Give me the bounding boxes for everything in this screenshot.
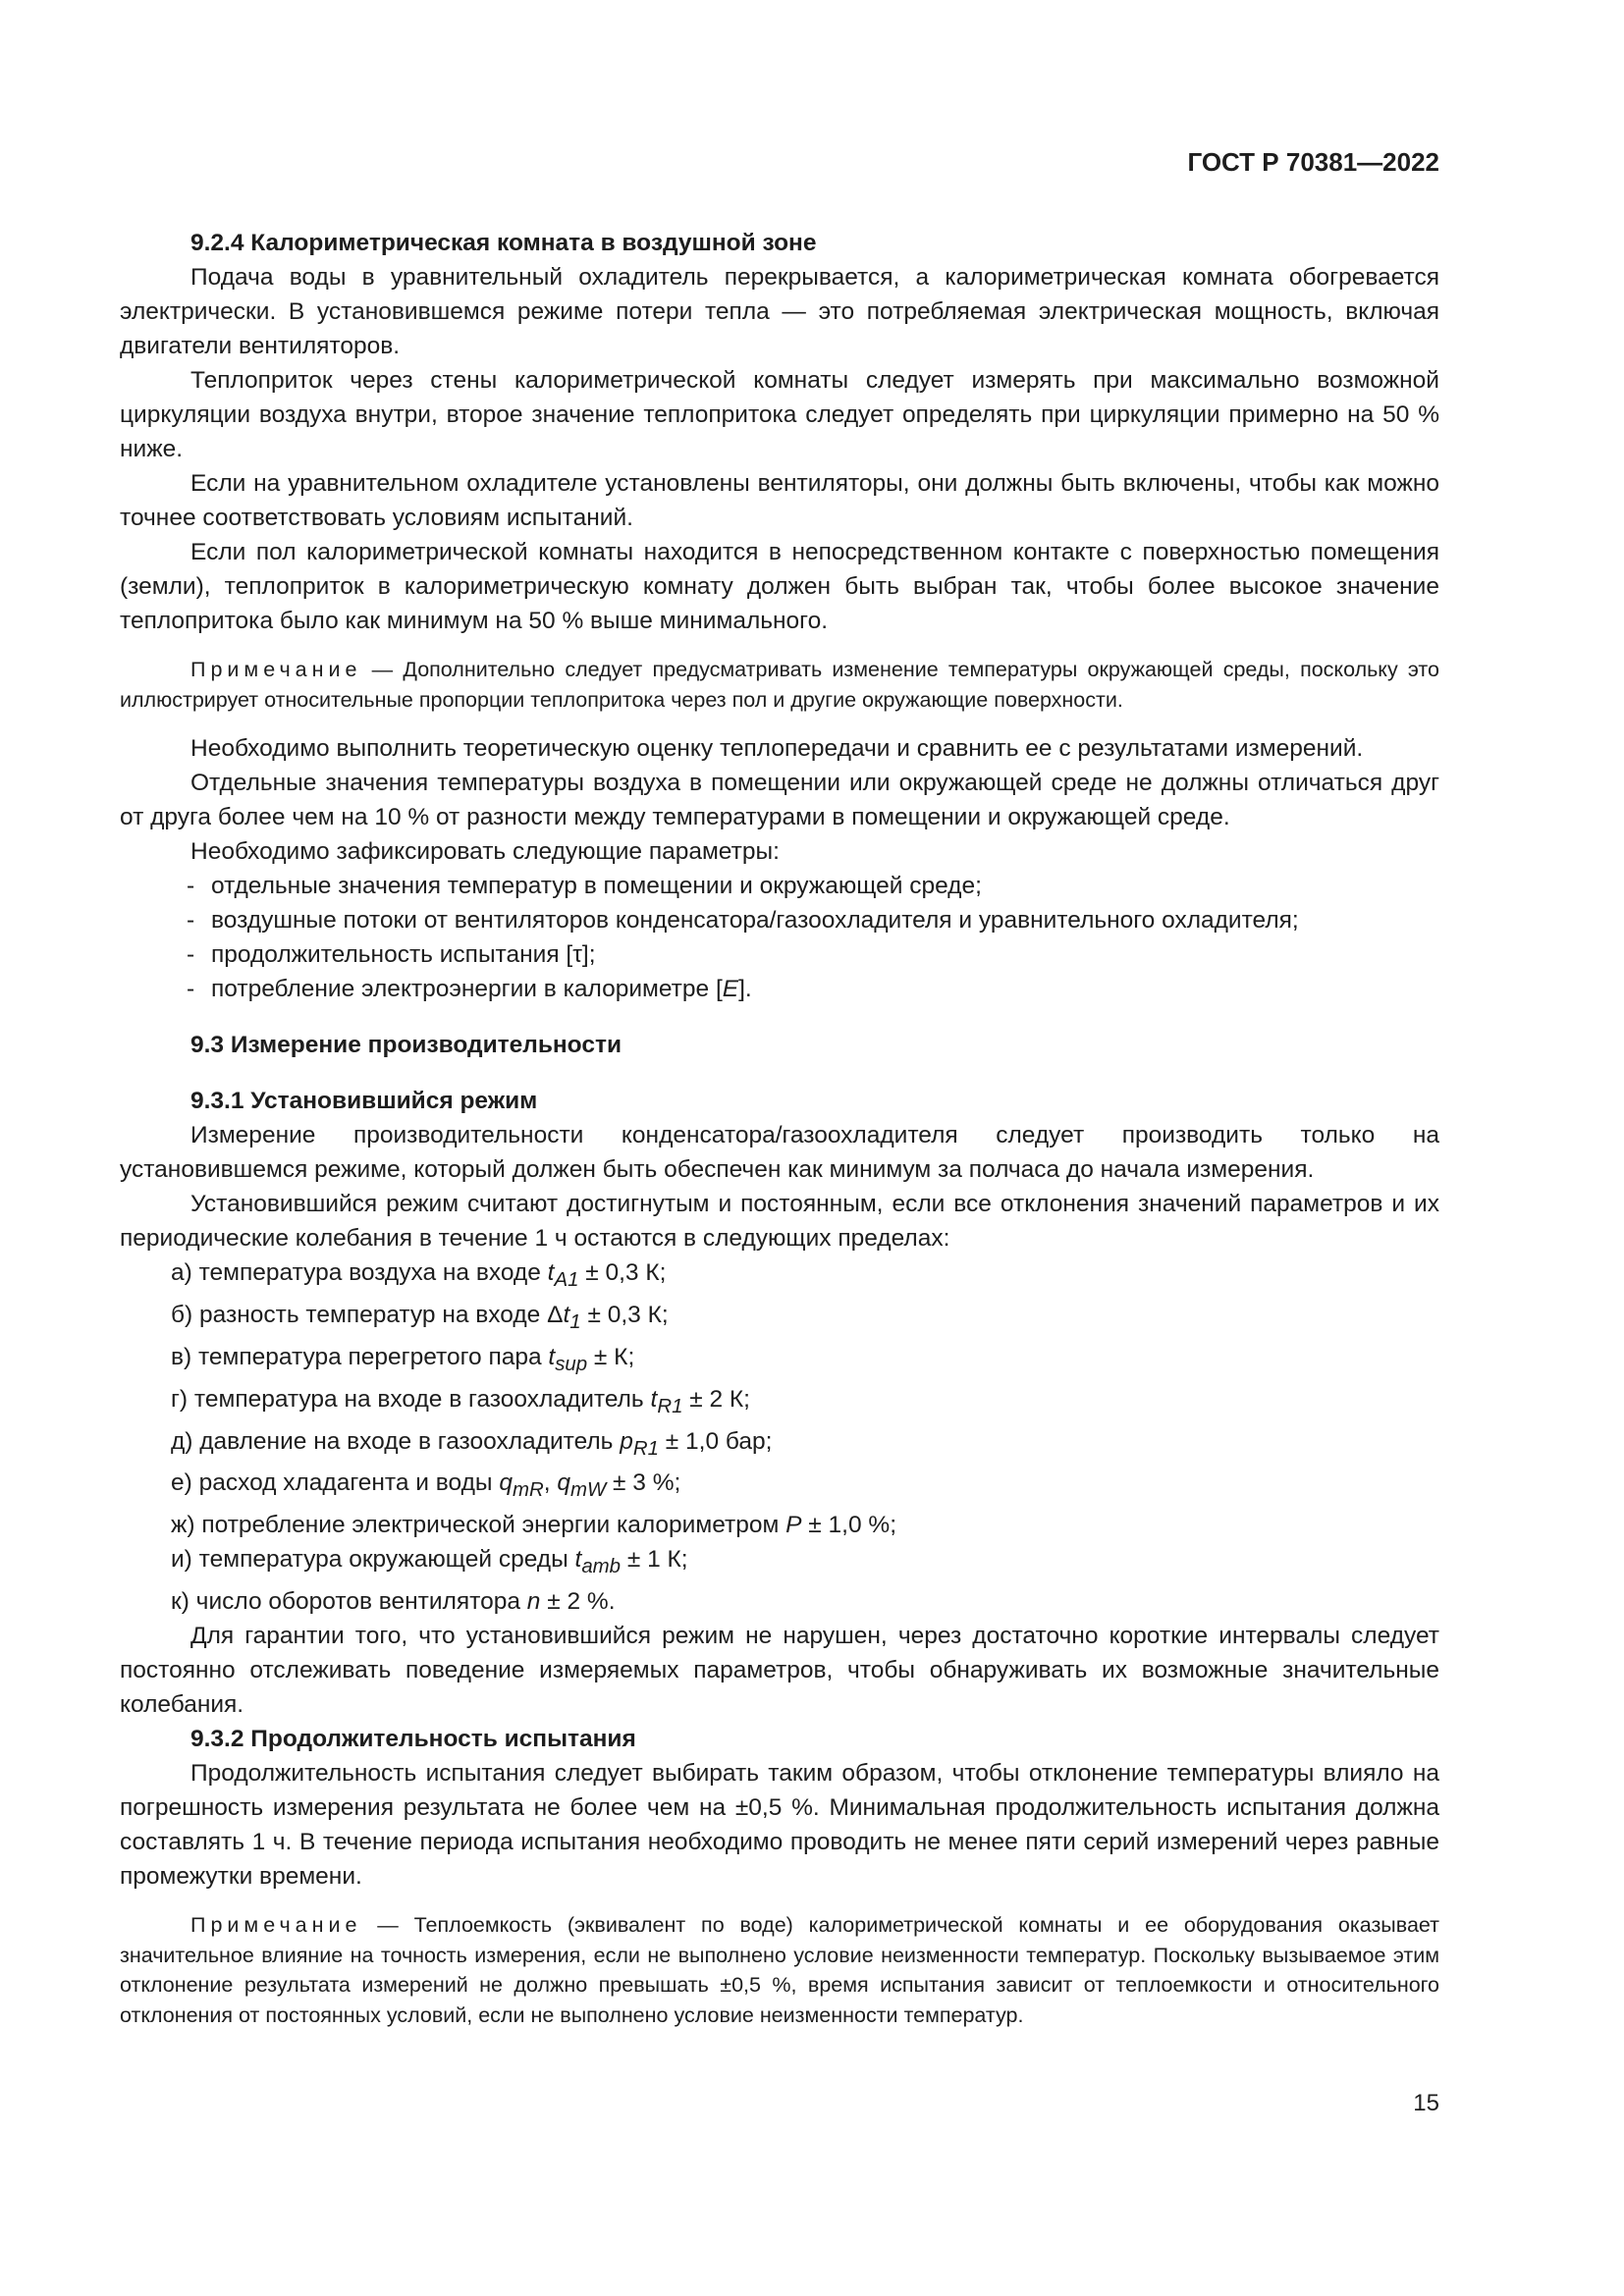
subscript: 1 — [569, 1310, 581, 1333]
symbol: t — [563, 1301, 570, 1328]
subscript: sup — [555, 1353, 588, 1375]
condition-item: г) температура на входе в газоохладитель $t_{R1} \pm 2$ К; — [171, 1385, 750, 1417]
symbol: t — [650, 1385, 658, 1413]
paragraph: Подача воды в уравнительный охладитель перекрывается, а калориметрическая комната обогревается электрически. В установившемся режиме потери тепла — это потребляемая электрическая мощность, включая двигатели вентиляторов. — [120, 264, 1439, 359]
condition-item: е) расход хладагента и воды $q_{mR}$, $q_{mW} \pm 3$ %; — [171, 1469, 681, 1502]
standard-code: ГОСТ Р 70381—2022 — [1187, 147, 1439, 177]
symbol: P — [785, 1512, 802, 1539]
condition-item: а) температура воздуха на входе $t_{A1} \pm 0,3$ К; — [171, 1259, 667, 1291]
note-label: Примечание — [190, 658, 362, 681]
condition-item: д) давление на входе в газоохладитель $p_{R1} \pm 1,0$ бар; — [171, 1427, 773, 1460]
paragraph: Если пол калориметрической комнаты находится в непосредственном контакте с поверхностью помещения (земли), теплоприток в калориметрическую комнату должен быть выбран так, чтобы более высокое значение теплопритока было как минимум на 50 % выше минимального. — [120, 539, 1439, 634]
condition-item: в) температура перегретого пара $t_{sup} \pm К$; — [171, 1343, 635, 1375]
paragraph: Установившийся режим считают достигнутым и постоянным, если все отклонения значений параметров и их периодические колебания в течение 1 ч остаются в следующих пределах: — [120, 1191, 1439, 1252]
subscript: R1 — [632, 1437, 659, 1460]
symbol: t — [574, 1546, 582, 1574]
paragraph: Отдельные значения температуры воздуха в помещении или окружающей среде не должны отличаться друг от друга более чем на 10 % от разности между температурами в помещении и окружающей среде. — [120, 770, 1439, 830]
note — [120, 1910, 1439, 2030]
paragraph: Измерение производительности конденсатора/газоохладителя следует производить только на установившемся режиме, который должен быть обеспечен как минимум за полчаса до начала измерения. — [120, 1122, 1439, 1183]
condition-item: ж) потребление электрической энергии калориметром P ± 1,0 %; — [171, 1512, 897, 1539]
section-9-3-2-heading: 9.3.2 Продолжительность испытания — [190, 1726, 636, 1753]
list-item: - воздушные потоки от вентиляторов конденсатора/газоохладителя и уравнительного охладителя; — [120, 903, 1439, 937]
condition-item: б) разность температур на входе $\Delta t_1 \pm 0,3$ К; — [171, 1301, 669, 1333]
page-number: 15 — [1413, 2090, 1439, 2116]
paragraph: Необходимо зафиксировать следующие параметры: — [190, 838, 780, 865]
condition-item: к) число оборотов вентилятора n ± 2 %. — [171, 1588, 616, 1616]
subscript: mR — [512, 1479, 544, 1502]
section-9-3-heading: 9.3 Измерение производительности — [190, 1032, 623, 1058]
symbol: t — [547, 1259, 555, 1286]
condition-item: и) температура окружающей среды $t_{amb} \pm 1$ К; — [171, 1546, 688, 1578]
symbol: q — [557, 1469, 570, 1497]
conditions-list — [120, 1255, 1439, 1619]
symbol: t — [548, 1343, 556, 1370]
subscript: mW — [569, 1479, 607, 1502]
subscript: amb — [581, 1556, 622, 1578]
list-item: - продолжительность испытания [τ]; — [120, 937, 1439, 972]
paragraph: Теплоприток через стены калориметрической комнаты следует измерять при максимально возможной циркуляции воздуха внутри, второе значение теплопритока следует определять при циркуляции примерно на 50 % ниже. — [120, 367, 1439, 462]
note-label: Примечание — [190, 1913, 362, 1938]
section-9-2-4-heading: 9.2.4 Калориметрическая комната в воздушной зоне — [190, 230, 817, 256]
note-text: — Теплоемкость (эквивалент по воде) калориметрической комнаты и ее оборудования оказывает значительное влияние на точность измерения, если не выполнено условие неизменности температур. Поскольку вызываемое этим отклонение результата измерений не должно превышать ±0,5 %, время испытания зависит от теплоемкости и относительного отклонения от постоянных условий, если не выполнено условие неизменности температур. — [120, 1913, 1439, 2027]
note — [120, 655, 1439, 715]
note-text: — Дополнительно следует предусматривать изменение температуры окружающей среды, поскольку это иллюстрирует относительные пропорции теплопритока через пол и другие окружающие поверхности. — [120, 658, 1439, 712]
paragraph: Для гарантии того, что установившийся режим не нарушен, через достаточно короткие интервалы следует постоянно отслеживать поведение измеряемых параметров, чтобы обнаруживать их возможные значительные колебания. — [120, 1623, 1439, 1719]
paragraph: Необходимо выполнить теоретическую оценку теплопередачи и сравнить ее с результатами измерений. — [190, 735, 1364, 762]
subscript: R1 — [657, 1395, 683, 1417]
symbol: q — [499, 1469, 513, 1497]
paragraph: Продолжительность испытания следует выбирать таким образом, чтобы отклонение температуры влияло на погрешность измерения результата не более чем на ±0,5 %. Минимальная продолжительность испытания должна составлять 1 ч. В течение периода испытания необходимо проводить не менее пяти серий измерений через равные промежутки времени. — [120, 1760, 1439, 1891]
list-item: - отдельные значения температур в помещении и окружающей среде; — [120, 869, 1439, 903]
symbol: n — [526, 1588, 541, 1616]
page-content — [120, 226, 1439, 2030]
section-9-3-1-heading: 9.3.1 Установившийся режим — [190, 1088, 538, 1114]
list-item: - потребление электроэнергии в калориметре [E]. — [120, 972, 1439, 1006]
paragraph: Если на уравнительном охладителе установлены вентиляторы, они должны быть включены, чтобы как можно точнее соответствовать условиям испытаний. — [120, 470, 1439, 531]
subscript: A1 — [554, 1268, 579, 1291]
symbol: p — [620, 1427, 633, 1455]
